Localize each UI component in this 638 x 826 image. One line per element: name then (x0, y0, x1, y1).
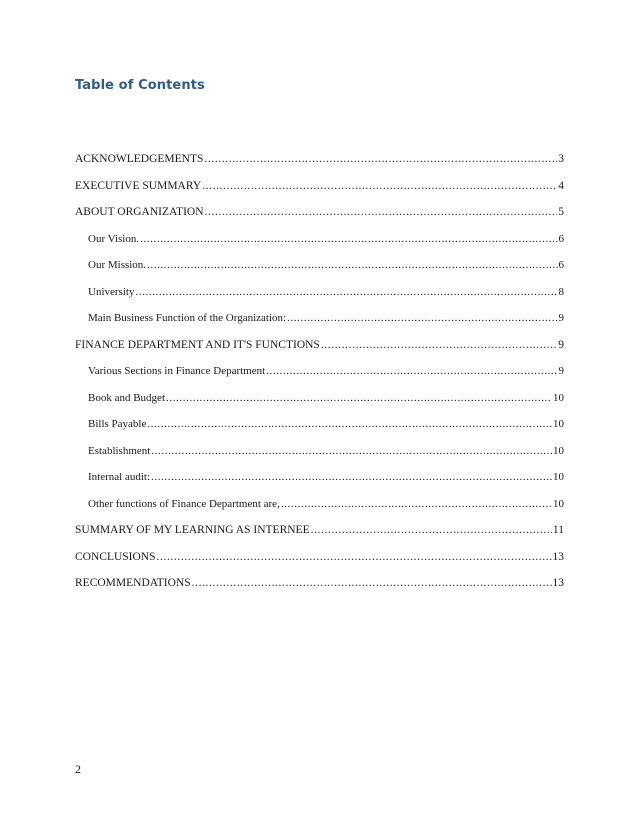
toc-entry-title: RECOMMENDATIONS (75, 577, 191, 589)
toc-entry-title: Various Sections in Finance Department (88, 365, 266, 377)
toc-heading: Table of Contents (75, 78, 205, 93)
toc-entry-page: 13 (552, 550, 564, 563)
toc-entry-page: 6 (558, 232, 564, 245)
toc-entry-title: EXECUTIVE SUMMARY (75, 179, 202, 192)
toc-entry-page: 9 (558, 365, 564, 377)
toc-entry-title: ACKNOWLEDGEMENTS (75, 153, 204, 165)
toc-entry-page: 11 (552, 524, 564, 536)
toc-entry-finance-department[interactable] (75, 338, 564, 365)
toc-entry-page: 10 (553, 444, 564, 457)
dot-leader (204, 152, 557, 166)
toc-entry-recommendations[interactable] (75, 576, 564, 603)
dot-leader (321, 338, 557, 352)
toc-entry-page: 9 (558, 338, 564, 351)
dot-leader (140, 232, 557, 246)
dot-leader (205, 205, 558, 219)
dot-leader (287, 311, 557, 325)
toc-entry-page: 4 (558, 179, 564, 192)
toc-entry-title: SUMMARY OF MY LEARNING AS INTERNEE (75, 524, 310, 536)
toc-entry-page: 3 (558, 153, 564, 165)
toc-entry-our-vision[interactable] (75, 232, 564, 259)
dot-leader (151, 444, 552, 458)
toc-entry-title: Our Mission. (88, 259, 147, 271)
dot-leader (311, 523, 552, 537)
toc-entry-summary-of-learning[interactable] (75, 523, 564, 550)
toc-entry-page: 9 (558, 312, 564, 324)
toc-entry-title: ABOUT ORGANIZATION (75, 206, 204, 218)
toc-list (75, 152, 564, 603)
toc-entry-internal-audit[interactable] (75, 470, 564, 497)
toc-entry-about-organization[interactable] (75, 205, 564, 232)
toc-entry-bills-payable[interactable] (75, 417, 564, 444)
toc-entry-title: Our Vision. (88, 232, 140, 245)
toc-entry-our-mission[interactable] (75, 258, 564, 285)
toc-entry-page: 13 (552, 577, 564, 589)
toc-entry-conclusions[interactable] (75, 550, 564, 577)
toc-entry-executive-summary[interactable] (75, 179, 564, 206)
toc-entry-various-sections[interactable] (75, 364, 564, 391)
toc-entry-other-functions[interactable] (75, 497, 564, 524)
dot-leader (151, 470, 552, 484)
page-number: 2 (75, 762, 81, 776)
toc-entry-title: Bills Payable (88, 418, 147, 430)
toc-entry-establishment[interactable] (75, 444, 564, 471)
toc-entry-title: Main Business Function of the Organization: (88, 312, 287, 324)
toc-entry-page: 5 (558, 206, 564, 218)
dot-leader (281, 497, 552, 511)
toc-entry-title: University (88, 285, 135, 298)
toc-entry-acknowledgements[interactable] (75, 152, 564, 179)
toc-entry-title: Other functions of Finance Department are, (88, 497, 280, 510)
dot-leader (157, 550, 552, 564)
toc-entry-main-business-function[interactable] (75, 311, 564, 338)
dot-leader (266, 364, 557, 378)
toc-entry-page: 10 (553, 418, 564, 430)
dot-leader (166, 391, 552, 405)
toc-entry-title: Internal audit: (88, 471, 151, 483)
toc-entry-title: Book and Budget (88, 391, 165, 404)
dot-leader (192, 576, 552, 590)
dot-leader (202, 179, 557, 193)
toc-entry-book-and-budget[interactable] (75, 391, 564, 418)
toc-entry-page: 10 (553, 497, 564, 510)
toc-entry-page: 8 (558, 285, 564, 298)
dot-leader (135, 285, 557, 299)
toc-entry-title: FINANCE DEPARTMENT AND IT'S FUNCTIONS (75, 338, 320, 351)
toc-entry-page: 6 (558, 259, 564, 271)
toc-entry-page: 10 (553, 391, 564, 404)
toc-entry-university[interactable] (75, 285, 564, 312)
toc-entry-title: CONCLUSIONS (75, 550, 156, 563)
dot-leader (147, 417, 552, 431)
dot-leader (147, 258, 557, 272)
toc-entry-page: 10 (553, 471, 564, 483)
toc-entry-title: Establishment (88, 444, 151, 457)
